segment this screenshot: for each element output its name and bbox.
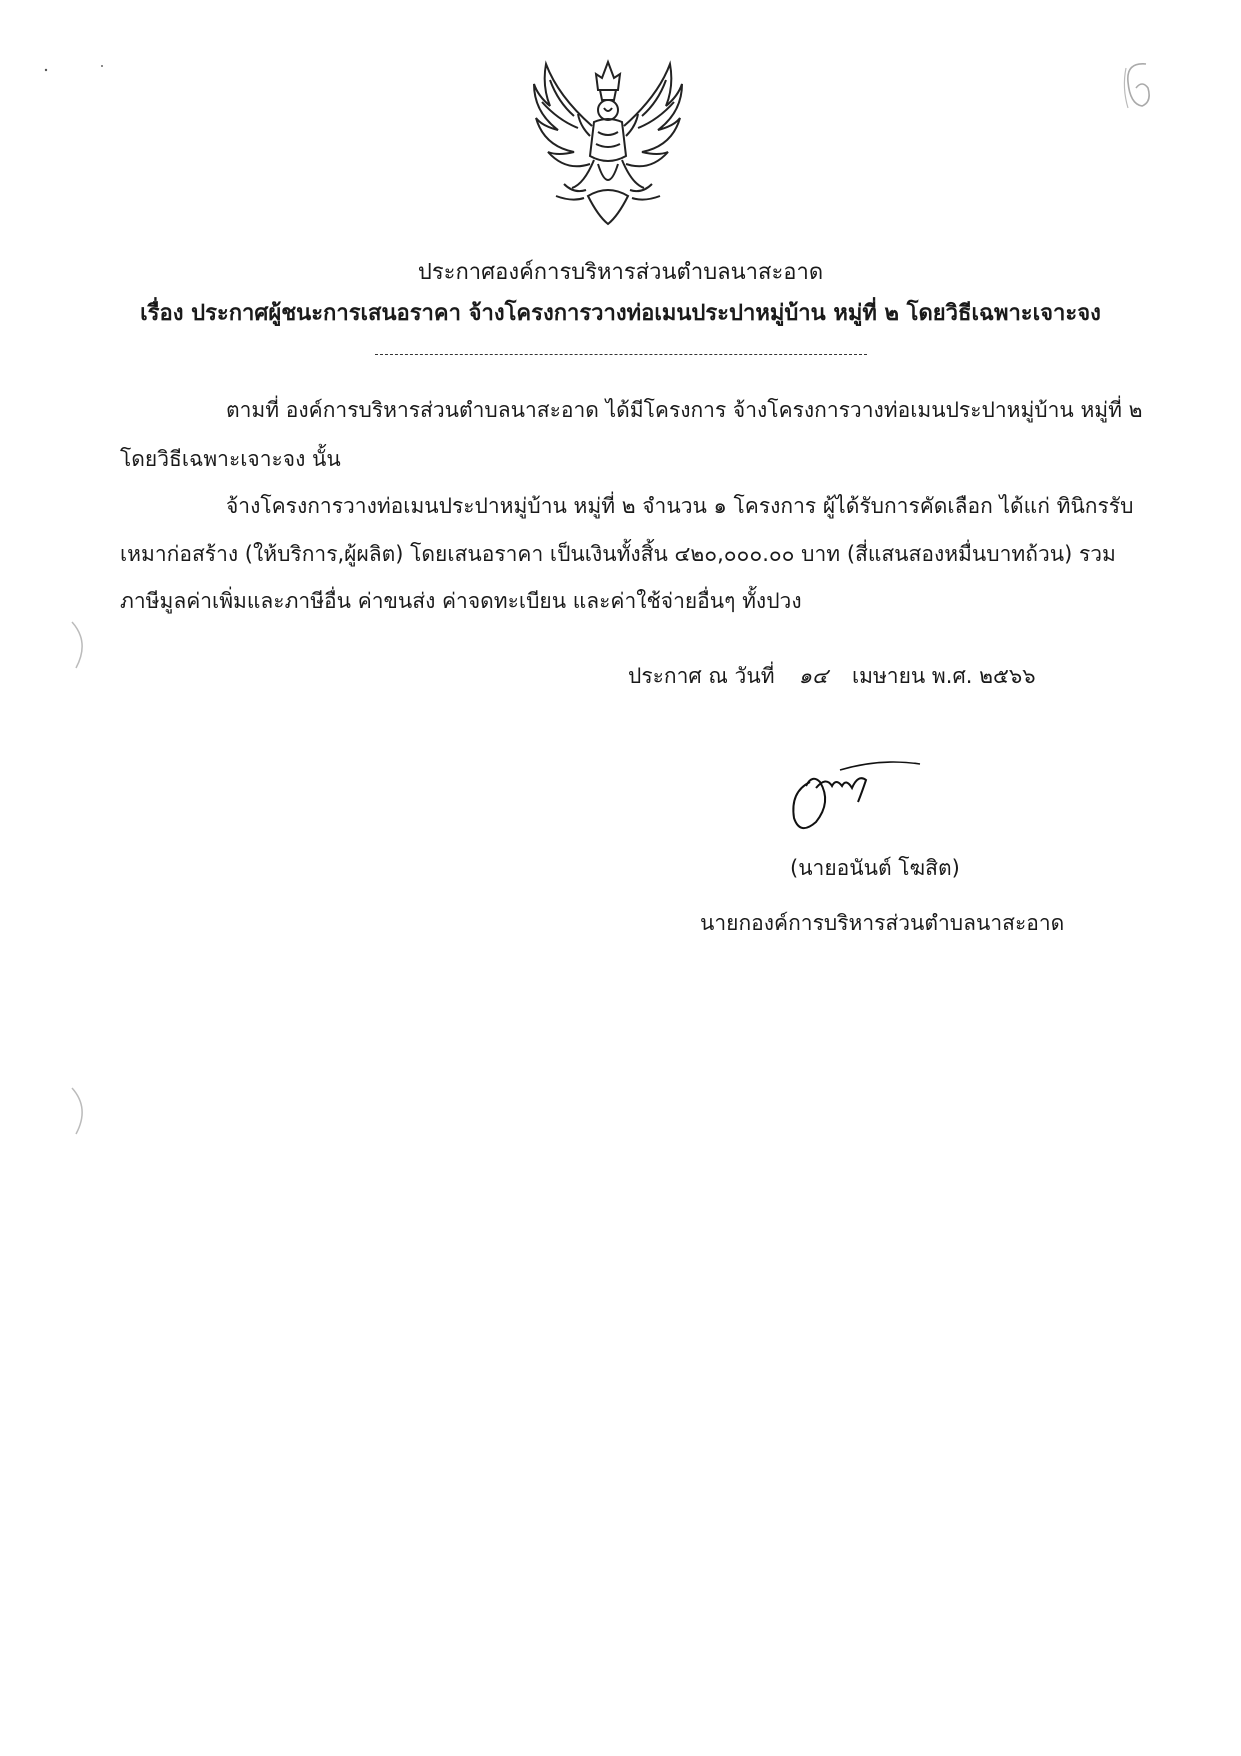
announcement-title: ประกาศองค์การบริหารส่วนตำบลนาสะอาด — [417, 260, 824, 285]
paragraph-1-line-2: โดยวิธีเฉพาะเจาะจง นั้น — [120, 447, 341, 471]
announcement-date — [628, 660, 1036, 693]
date-month-year: เมษายน พ.ศ. ๒๕๖๖ — [851, 664, 1036, 688]
folio-mark — [1118, 58, 1158, 114]
signer-title: นายกองค์การบริหารส่วนตำบลนาสะอาด — [700, 911, 1065, 935]
handwritten-signature — [770, 752, 950, 842]
punch-hole-mark — [66, 616, 96, 676]
punch-hole-mark — [66, 1082, 96, 1142]
paragraph-2-line-2: เหมาก่อสร้าง (ให้บริการ,ผู้ผลิต) โดยเสนอราคา เป็นเงินทั้งสิ้น ๔๒๐,๐๐๐.๐๐ บาท (สี่แสนสองหมื่นบาทถ้วน) รวม — [120, 542, 1116, 566]
paragraph-1-line-1: ตามที่ องค์การบริหารส่วนตำบลนาสะอาด ได้มีโครงการ จ้างโครงการวางท่อเมนประปาหมู่บ้าน หมู่ที่ ๒ — [226, 398, 1143, 422]
divider — [375, 354, 867, 355]
date-day: ๑๔ — [798, 664, 828, 688]
signer-name: (นายอนันต์ โฆสิต) — [790, 856, 960, 880]
paragraph-2-line-1: จ้างโครงการวางท่อเมนประปาหมู่บ้าน หมู่ที่ ๒ จำนวน ๑ โครงการ ผู้ได้รับการคัดเลือก ได้แก่ ทินิกรรับ — [226, 494, 1134, 518]
announcement-subject: เรื่อง ประกาศผู้ชนะการเสนอราคา จ้างโครงการวางท่อเมนประปาหมู่บ้าน หมู่ที่ ๒ โดยวิธีเฉพาะเจาะจง — [140, 301, 1101, 326]
paragraph-2-line-3: ภาษีมูลค่าเพิ่มและภาษีอื่น ค่าขนส่ง ค่าจดทะเบียน และค่าใช้จ่ายอื่นๆ ทั้งปวง — [120, 589, 802, 613]
date-prefix: ประกาศ ณ วันที่ — [628, 664, 775, 688]
scan-specks — [40, 60, 120, 80]
garuda-emblem-icon — [528, 56, 688, 228]
